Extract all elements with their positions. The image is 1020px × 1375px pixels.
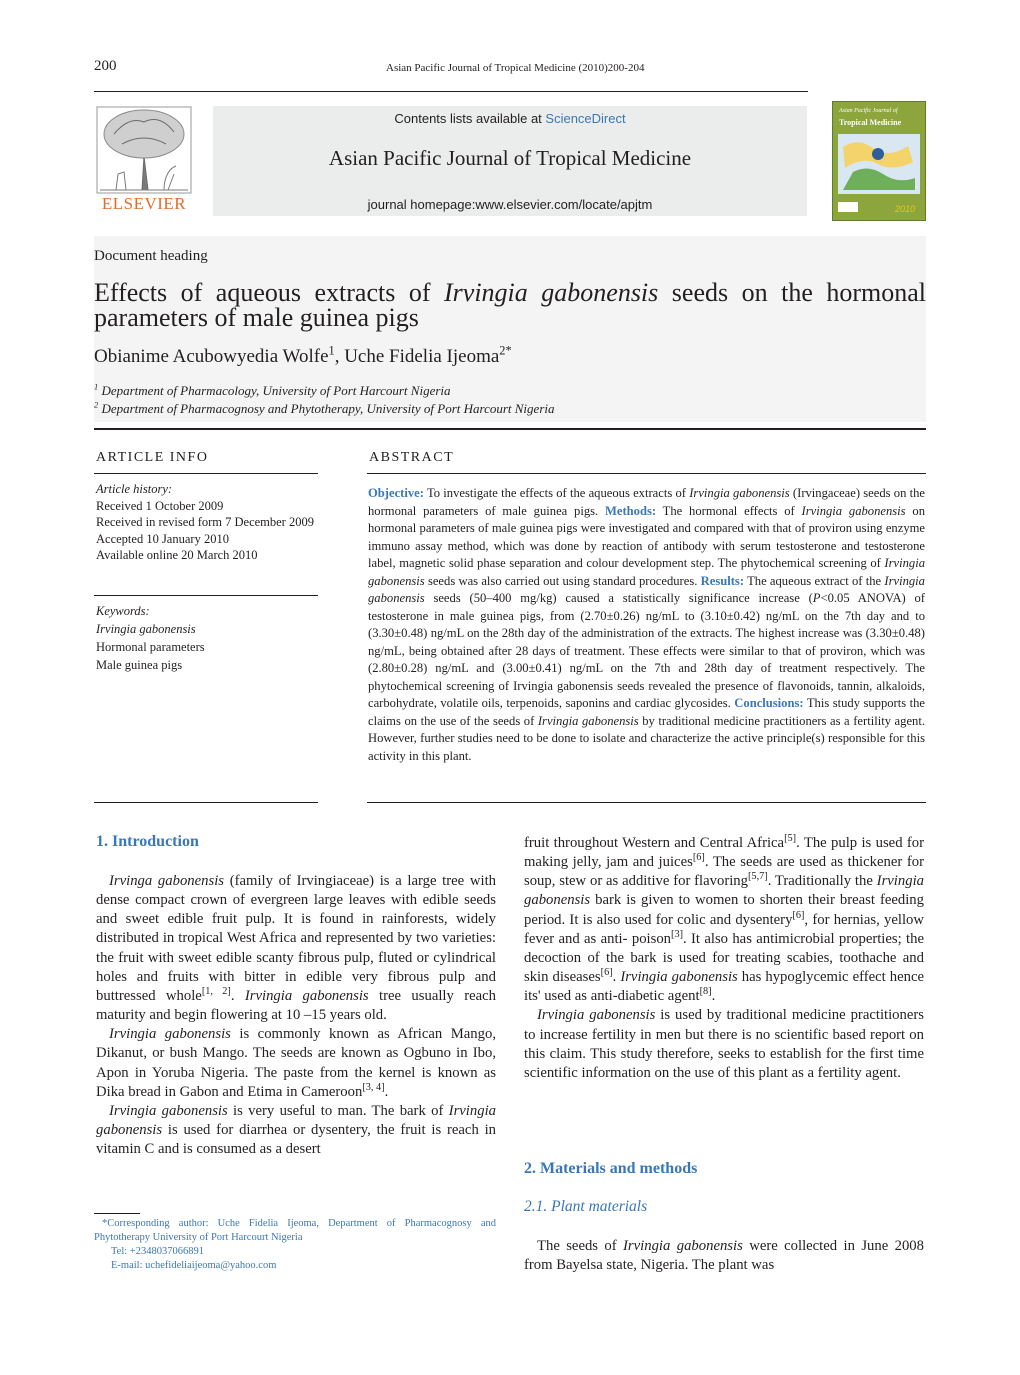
species-name: Irvingia gabonensis bbox=[96, 1102, 496, 1139]
abstract-rule bbox=[367, 473, 926, 474]
abstract-part: This study supports the claims on the use of the seeds of bbox=[368, 696, 925, 728]
paragraph bbox=[96, 1025, 496, 1102]
paragraph-text: . bbox=[711, 988, 716, 1005]
abstract-species: Irvingia gabonensis bbox=[368, 573, 925, 605]
paragraph bbox=[524, 1006, 924, 1083]
contents-prefix: Contents lists available at bbox=[394, 111, 546, 126]
footnote-corresponding: *Corresponding author: Uche Fidelia Ijeoma, Department of Pharmacognosy and Phytotherapy University of Port Harcourt Nigeria bbox=[94, 1218, 496, 1243]
introduction-heading: 1. Introduction bbox=[96, 833, 199, 850]
paragraph bbox=[524, 1237, 924, 1275]
author-separator: , bbox=[334, 346, 345, 367]
paragraph-text: (family of Irvingiaceae) is a large tree with dense compact crown of evergreen large leaves with edible seeds and sweet edible fruit pulp. It is found in rainforests, widely distributed in tropical West Africa and represented by two varieties: the fruit with sweet edible scanty fibrous pulp, fluted or cylindrical holes and fruits with bitter in edible very fibrous pulp and buttressed whole bbox=[96, 873, 496, 1004]
abstract-species: Irvingia gabonensis bbox=[801, 503, 906, 518]
abstract-part: by traditional medicine practitioners as a fertility agent. However, further studies need to be done to isolate and characterize the active principle(s) responsible for this activity in this plant. bbox=[368, 713, 925, 763]
author-name: Obianime Acubowyedia Wolfe bbox=[94, 346, 329, 367]
journal-banner bbox=[213, 106, 807, 216]
species-name: Irvingia gabonensis bbox=[623, 1238, 743, 1254]
article-history bbox=[96, 481, 314, 564]
abstract-part: The aqueous extract of the bbox=[744, 573, 885, 588]
abstract-part: <0.05 ANOVA) of testosterone in male guinea pigs, from (2.70±0.26) ng/mL to (3.10±0.42) ng/mL on the 7th day and to (3.30±0.48) ng/mL on the 28th day of the administration of the extracts. The highest increase was (3.30±0.48) ng/mL, being obtained after 28 days of treatment. These effects were similar to that of proviron, which was (2.80±0.28) ng/mL and (3.00±0.41) ng/mL on the 7th and 28th day of treatment respectively. The phytochemical screening of Irvingia gabonensis seeds revealed the presence of flavonoids, tannin, alkaloids, carbohydrate, volatile oils, terpenoids, saponins and cardiac glycosides. bbox=[368, 591, 925, 710]
cover-art-icon bbox=[833, 102, 925, 220]
paragraph-text: fruit throughout Western and Central Africa bbox=[524, 835, 785, 851]
title-species: Irvingia gabonensis bbox=[444, 278, 659, 307]
footnote-tel: Tel: +2348037066891 bbox=[111, 1246, 204, 1257]
sciencedirect-link[interactable]: ScienceDirect bbox=[545, 111, 626, 126]
affiliation-1 bbox=[94, 383, 451, 399]
abstract-p-symbol: P bbox=[812, 591, 821, 605]
plant-materials-text bbox=[524, 1237, 924, 1275]
cover-title-line2: Tropical Medicine bbox=[839, 118, 902, 127]
header-rule bbox=[94, 91, 808, 92]
journal-cover bbox=[832, 101, 926, 221]
paragraph-text: were collected in June 2008 from Bayelsa state, Nigeria. The plant was bbox=[524, 1238, 924, 1274]
citation[interactable]: [3] bbox=[671, 928, 684, 940]
history-label: Article history: bbox=[96, 482, 173, 496]
affiliation-text: Department of Pharmacology, University of Port Harcourt Nigeria bbox=[101, 383, 451, 398]
svg-text:2010: 2010 bbox=[895, 204, 916, 214]
revised-date: Received in revised form 7 December 2009 bbox=[96, 515, 314, 530]
accepted-date: Accepted 10 January 2010 bbox=[96, 531, 229, 546]
citation[interactable]: [1, 2] bbox=[201, 986, 231, 998]
keyword-item: Hormonal parameters bbox=[96, 640, 205, 654]
paragraph-text: is very useful to man. The bark of bbox=[227, 1102, 449, 1119]
paragraph bbox=[96, 1102, 496, 1159]
journal-title: Asian Pacific Journal of Tropical Medicine bbox=[328, 146, 692, 170]
paragraph-text: . The seeds are used as thickener for soup, stew or as additive for flavoring bbox=[524, 854, 924, 890]
keyword-item: Male guinea pigs bbox=[96, 658, 183, 672]
running-title: Asian Pacific Journal of Tropical Medicine (2010)200-204 bbox=[386, 62, 645, 74]
body-column-right bbox=[524, 834, 924, 1083]
paragraph-text: . bbox=[384, 1083, 389, 1100]
article-title bbox=[94, 280, 926, 330]
keywords-label: Keywords: bbox=[96, 604, 150, 618]
abstract-part: seeds (50–400 mg/kg) caused a statistically significance increase ( bbox=[424, 591, 813, 605]
author-list bbox=[94, 343, 512, 368]
online-date: Available online 20 March 2010 bbox=[96, 548, 258, 563]
abstract-part: (Irvingaceae) seeds on the hormonal parameters of male guinea pigs. bbox=[368, 486, 925, 518]
article-info-rule bbox=[94, 802, 318, 803]
abstract-label: Conclusions: bbox=[734, 696, 804, 710]
citation[interactable]: [6] bbox=[692, 852, 705, 864]
paragraph-text: . It also has antimicrobial properties; the decoction of the bark is used for treating scabies, toothache and skin diseases bbox=[524, 930, 924, 986]
affiliation-text: Department of Pharmacognosy and Phytotherapy, University of Port Harcourt Nigeria bbox=[101, 401, 555, 416]
corresponding-author-footnote bbox=[94, 1217, 496, 1273]
contents-line bbox=[213, 111, 807, 126]
species-name: Irvingia gabonensis bbox=[109, 1102, 228, 1119]
received-date: Received 1 October 2009 bbox=[96, 498, 224, 513]
paragraph-text: is used for diarrhea or dysentery, the fruit is reach in vitamin C and is consumed as a desert bbox=[96, 1122, 496, 1158]
citation[interactable]: [6] bbox=[600, 967, 613, 979]
paragraph bbox=[96, 872, 496, 1025]
document-heading: Document heading bbox=[94, 248, 208, 264]
author-name: Uche Fidelia Ijeoma bbox=[344, 346, 500, 367]
paragraph-text: bark is given to women to shorten their breast feeding period. It is also used for colic and dysentery bbox=[524, 892, 924, 928]
species-name: Irvingia gabonensis bbox=[537, 1007, 656, 1024]
keywords bbox=[96, 602, 205, 674]
abstract-species: Irvingia gabonensis bbox=[368, 556, 925, 588]
author-affiliation-mark: 1 bbox=[328, 343, 335, 358]
cover-title-line1: Asian Pacific Journal of bbox=[839, 108, 898, 114]
paragraph-text: tree usually reach maturity and begin flowering at 10 –15 years old. bbox=[96, 987, 497, 1024]
elsevier-wordmark: ELSEVIER bbox=[101, 194, 187, 213]
abstract-label: Objective: bbox=[368, 486, 424, 500]
citation[interactable]: [3, 4] bbox=[362, 1081, 385, 1093]
footnote-email[interactable]: E-mail: uchefideliaijeoma@yahoo.com bbox=[111, 1260, 277, 1271]
footnote-rule bbox=[94, 1213, 140, 1214]
title-part: seeds on the hormonal parameters of male guinea pigs bbox=[94, 278, 927, 332]
species-name: Irvinga gabonensis bbox=[109, 873, 225, 889]
paragraph-text: has hypoglycemic effect hence its' used as anti-diabetic agent bbox=[524, 969, 925, 1005]
paragraph-text: . The pulp is used for making jelly, jam and juices bbox=[524, 835, 925, 871]
abstract-label: Results: bbox=[700, 573, 745, 588]
title-block-rule bbox=[94, 428, 926, 430]
paragraph-text: . bbox=[612, 969, 621, 986]
species-name: Irvingia gabonensis bbox=[109, 1026, 231, 1043]
paragraph-text: , for hernias, yellow fever and as anti- poison bbox=[524, 911, 924, 947]
body-column-left bbox=[96, 872, 496, 1159]
citation[interactable]: [8] bbox=[699, 986, 712, 998]
plant-materials-heading: 2.1. Plant materials bbox=[524, 1198, 648, 1215]
abstract-heading: ABSTRACT bbox=[369, 450, 455, 465]
abstract-species: Irvingia gabonensis bbox=[537, 713, 639, 728]
article-info-rule bbox=[94, 473, 318, 474]
abstract-rule bbox=[367, 802, 926, 803]
author-affiliation-mark: 2* bbox=[499, 343, 512, 358]
abstract-part: on hormonal parameters of male guinea pigs were investigated and compared with that of proviron using enzyme immuno assay method, which was done by reaction of antibody with serum testosterone and testosterone label, magnetic solid phase separation and colour development step. The phytochemical screening of bbox=[368, 503, 925, 570]
abstract-text bbox=[368, 485, 925, 765]
elsevier-logo bbox=[94, 104, 194, 216]
abstract-part: The hormonal effects of bbox=[656, 503, 802, 518]
paragraph-text: . Traditionally the bbox=[767, 873, 877, 890]
paragraph-text: is used by traditional medicine practitioners to increase fertility in men but there is no scientific based report on this claim. This study therefore, seeks to establish for the first time scientific information on the use of this plant as a fertility agent. bbox=[524, 1007, 924, 1081]
affiliation-number: 2 bbox=[94, 399, 99, 410]
affiliation-2 bbox=[94, 401, 555, 417]
species-name: Irvingia gabonensis bbox=[620, 969, 738, 986]
abstract-label: Methods: bbox=[605, 503, 657, 518]
paragraph-text: The seeds of bbox=[537, 1238, 624, 1254]
species-name: Irvingia gabonensis bbox=[524, 873, 924, 909]
species-name: Irvingia gabonensis bbox=[244, 987, 369, 1004]
affiliation-number: 1 bbox=[94, 381, 99, 392]
materials-methods-heading: 2. Materials and methods bbox=[524, 1160, 698, 1177]
paragraph-text: . bbox=[230, 987, 245, 1004]
abstract-part: seeds was also carried out using standard procedures. bbox=[424, 573, 701, 588]
article-info-heading: ARTICLE INFO bbox=[96, 450, 209, 465]
title-part: Effects of aqueous extracts of bbox=[94, 278, 445, 307]
abstract-species: Irvingia gabonensis bbox=[689, 486, 790, 500]
keyword-item: Irvingia gabonensis bbox=[96, 622, 196, 636]
citation[interactable]: [5,7] bbox=[748, 871, 768, 883]
journal-homepage[interactable]: journal homepage:www.elsevier.com/locate/apjtm bbox=[367, 197, 653, 212]
page-number: 200 bbox=[94, 58, 117, 74]
abstract-part: To investigate the effects of the aqueous extracts of bbox=[423, 486, 690, 500]
paragraph-text: is commonly known as African Mango, Dikanut, or bush Mango. The seeds are known as Ogbuno in Ibo, Apon in Yoruba Nigeria. The paste from the kernel is known as Dika bread in Gabon and Etima in Cameroon bbox=[96, 1026, 496, 1100]
article-info-rule bbox=[94, 595, 318, 596]
citation[interactable]: [6] bbox=[792, 909, 805, 921]
citation[interactable]: [5] bbox=[784, 833, 797, 845]
paragraph bbox=[524, 834, 924, 1006]
